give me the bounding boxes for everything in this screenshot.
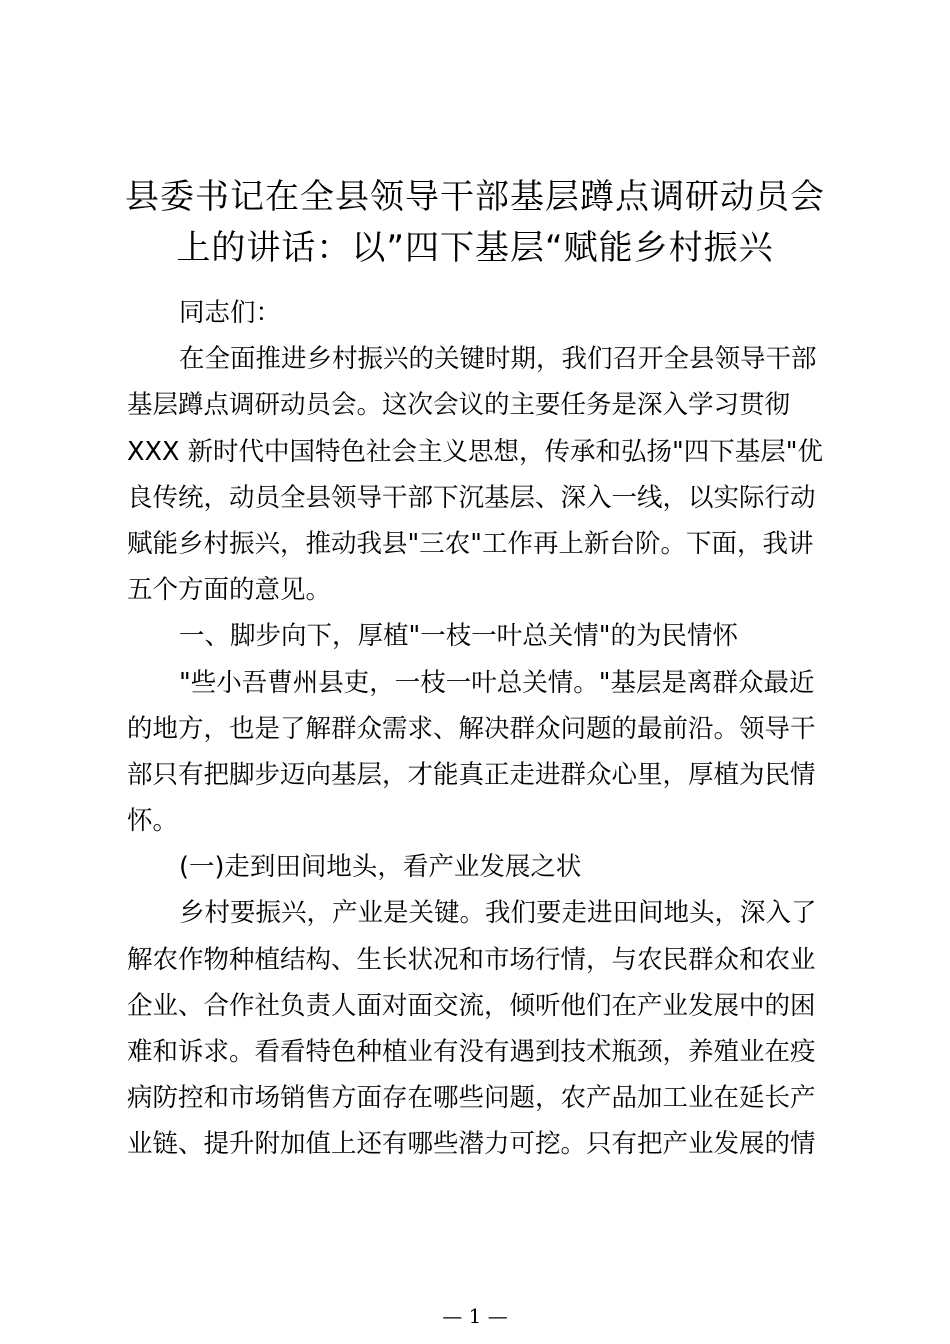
body-line: XXX 新时代中国特色社会主义思想，传承和弘扬"四下基层"优: [127, 436, 823, 467]
body-line: 难和诉求。看看特色种植业有没有遇到技术瓶颈，养殖业在疫: [127, 1037, 816, 1067]
body-line: 病防控和市场销售方面存在哪些问题，农产品加工业在延长产: [127, 1083, 816, 1114]
body-line: 同志们：: [179, 298, 282, 328]
page-number: — 1 —: [442, 1304, 508, 1328]
body-line: (一)走到田间地头，看产业发展之状: [179, 852, 582, 883]
body-line: 基层蹲点调研动员会。这次会议的主要任务是深入学习贯彻: [127, 390, 791, 421]
body-line: 良传统，动员全县领导干部下沉基层、深入一线，以实际行动: [127, 482, 816, 513]
body-line: 一、脚步向下，厚植"一枝一叶总关情"的为民情怀: [179, 621, 738, 652]
body-line: 业链、提升附加值上还有哪些潜力可挖。只有把产业发展的情: [127, 1129, 816, 1160]
body-line: 赋能乡村振兴，推动我县"三农"工作再上新台阶。下面，我讲: [127, 528, 814, 559]
body-line: 乡村要振兴，产业是关键。我们要走进田间地头，深入了: [179, 898, 817, 929]
document-title-line-1: 县委书记在全县领导干部基层蹲点调研动员会: [125, 177, 825, 217]
document-body: [127, 290, 827, 1168]
body-line: 五个方面的意见。: [127, 575, 332, 606]
body-line: 企业、合作社负责人面对面交流，倾听他们在产业发展中的困: [127, 990, 816, 1021]
body-line: 部只有把脚步迈向基层，才能真正走进群众心里，厚植为民情: [127, 759, 816, 790]
document-title-line-2: 上的讲话：以”四下基层“赋能乡村振兴: [176, 228, 774, 268]
body-line: "些小吾曹州县吏，一枝一叶总关情。"基层是离群众最近: [179, 667, 815, 698]
body-line: 在全面推进乡村振兴的关键时期，我们召开全县领导干部: [179, 344, 817, 375]
body-line: 的地方，也是了解群众需求、解决群众问题的最前沿。领导干: [127, 713, 816, 744]
body-line: 怀。: [127, 806, 179, 837]
body-line: 解农作物种植结构、生长状况和市场行情，与农民群众和农业: [127, 944, 816, 975]
